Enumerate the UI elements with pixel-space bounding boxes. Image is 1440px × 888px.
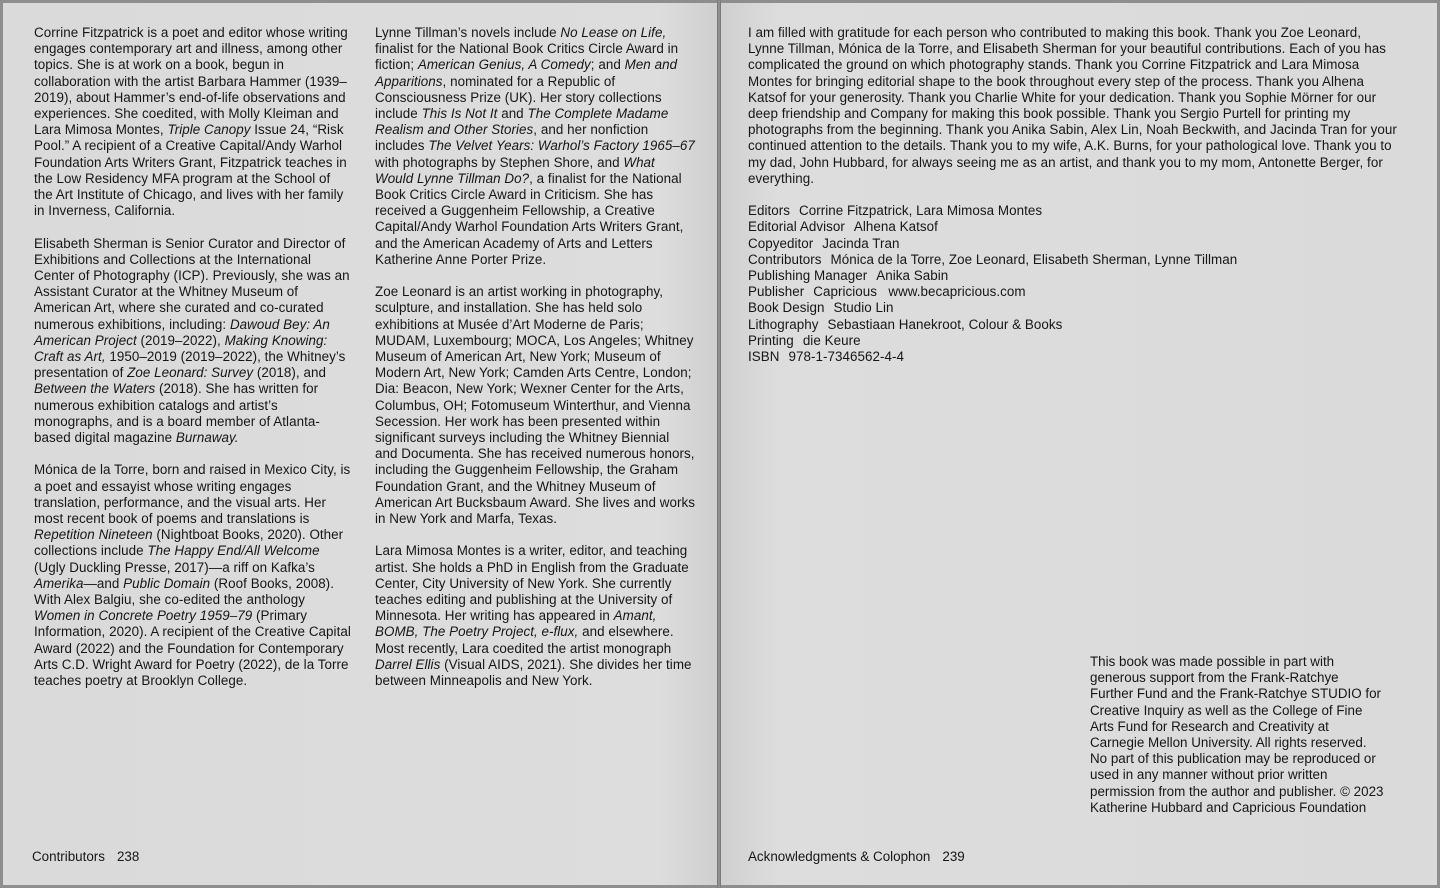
bio-text: (Roof Books, 2008). With Alex Balgiu, she co-edited the anthology [34, 575, 334, 608]
bio-title: Amerika [34, 575, 84, 591]
colophon-key: ISBN [748, 349, 780, 365]
bio-text: and elsewhere. Most recently, Lara coedited the artist monograph [375, 624, 674, 656]
colophon-row [748, 203, 1398, 219]
bio-text: (Primary Information, 2020). A recipient of the Creative Capital Award (2022) and the Foundation for Contemporary Arts C.D. Wright Award for Poetry (2022), de la Torre teaches poetry at Brooklyn College. [34, 608, 351, 689]
bio-title: Triple Canopy [167, 122, 251, 138]
colophon-row [748, 252, 1398, 268]
left-column-1 [34, 25, 352, 705]
bio-title: American Genius, A Comedy [417, 57, 591, 73]
bio-text: Elisabeth Sherman is Senior Curator and Director of Exhibitions and Collections at the International Center of Photography (ICP). Previously, she was an Assistant Curator at the Whitney Museum of American Art, where she curated and co-curated numerous exhibitions, including: [34, 235, 350, 332]
colophon-row [748, 333, 1398, 349]
colophon-value: Corrine Fitzpatrick, Lara Mimosa Montes [799, 203, 1043, 219]
bio-title: This Is Not It [421, 106, 498, 122]
page-number: 239 [942, 849, 965, 864]
colophon-key: Editors [748, 203, 791, 219]
colophon-value: Mónica de la Torre, Zoe Leonard, Elisabeth Sherman, Lynne Tillman [830, 251, 1238, 267]
colophon-value: die Keure [802, 332, 861, 348]
acknowledgments-column [748, 25, 1398, 365]
bio-text: Issue 24, “Risk Pool.” A recipient of a Creative Capital/Andy Warhol Foundation Arts Writers Grant, Fitzpatrick teaches in the Low Residency MFA program at the School of the Art Institute of Chicago, and lives with her family in Inverness, California. [34, 122, 347, 219]
bio-text: (Ugly Duckling Presse, 2017)—a riff on Kafka’s [34, 559, 315, 575]
colophon-value: Capricious www.becapricious.com [813, 284, 1026, 300]
bio-title: Repetition Nineteen [34, 527, 153, 543]
section-title: Acknowledgments & Colophon [748, 849, 931, 864]
colophon-key: Printing [748, 332, 794, 348]
acknowledgments-text: I am filled with gratitude for each person who contributed to making this book. Thank you Zoe Leonard, Lynne Tillman, Mónica de la Torre, and Elisabeth Sherman for your beautiful contributions. Each of you has complicated the ground on which photography stands. Thank you Corrine Fitzpatrick and Lara Mimosa Montes for bringing editorial shape to the book throughout every step of the process. Thank you Alhena Katsof for your generosity. Thank you Charlie White for your dedication. Thank you Sophie Mörner for our deep friendship and Company for making this book possible. Thank you Sergio Purtell for printing my photographs from the beginning. Thank you Anika Sabin, Alex Lin, Noah Beckwith, and Jacinda Tran for your continued attention to the details. Thank you to my wife, A.K. Burns, for your pathological love. Thank you to my dad, John Hubbard, for always seeing me as an artist, and thank you to my mom, Antonette Berger, for everything. [748, 25, 1397, 186]
colophon-value: Anika Sabin [876, 268, 949, 284]
bio-text: and [497, 106, 528, 122]
colophon-value: Sebastiaan Hanekroot, Colour & Books [827, 316, 1063, 332]
colophon-key: Book Design [748, 300, 825, 316]
bio-text: —and [83, 575, 124, 591]
bio-text: Mónica de la Torre, born and raised in Mexico City, is a poet and essayist whose writing engages translation, performance, and the visual arts. Her most recent book of poems and translations is [34, 462, 351, 527]
bio-text: Lynne Tillman’s novels include [375, 25, 561, 40]
bio-title: The Happy End/All Welcome [147, 543, 320, 559]
bio-title: Public Domain [123, 575, 211, 591]
right-page [721, 3, 1437, 885]
bio-leonard: Zoe Leonard is an artist working in photography, sculpture, and installation. She has held solo exhibitions at Musée d’Art Moderne de Paris; MUDAM, Luxembourg; MOCA, Los Angeles; Whitney Museum of American Art, New York; Museum of Modern Art, New York; Camden Arts Centre, London; Dia: Beacon, New York; Wexner Center for the Arts, Columbus, OH; Fotomuseum Winterthur, and Vienna Secession. Her work has been presented within significant surveys including the Whitney Biennial and Documenta. She has received numerous honors, including the Guggenheim Fellowship, the Graham Foundation Grant, and the Whitney Museum of American Art Bucksbaum Award. She lives and works in New York and Marfa, Texas. [375, 284, 695, 527]
bio-title: The Velvet Years: Warhol’s Factory 1965–67 [428, 138, 695, 154]
bio-title: The Complete Madame Realism and Other Stories [375, 106, 669, 138]
bio-text: ; and [590, 57, 625, 73]
left-column-2 [375, 25, 695, 705]
bio-text: (Nightboat Books, 2020). Other collections include [34, 527, 344, 559]
bio-title: No Lease on Life, [560, 25, 667, 40]
colophon-key: Editorial Advisor [748, 219, 845, 235]
bio-fitzpatrick [34, 25, 352, 219]
colophon-value: Alhena Katsof [853, 219, 938, 235]
colophon-key: Publisher [748, 284, 805, 300]
bio-title: Between the Waters [34, 381, 156, 397]
colophon-key: Copyeditor [748, 235, 814, 251]
bio-text: with photographs by Stephen Shore, and [375, 154, 624, 170]
colophon-key: Lithography [748, 316, 819, 332]
bio-text: Lara Mimosa Montes is a writer, editor, and teaching artist. She holds a PhD in English from the Graduate Center, City University of New York. She currently teaches editing and publishing at the University of Minnesota. Her writing has appeared in [375, 543, 689, 624]
colophon-row [748, 317, 1398, 333]
bio-title: Burnaway. [175, 430, 239, 446]
bio-text: (2018). She has written for numerous exhibition catalogs and artist’s monographs, and is a board member of Atlanta-based digital magazine [34, 381, 320, 446]
bio-text: , a finalist for the National Book Critics Circle Award in Criticism. She has received a Guggenheim Fellowship, a Creative Capital/Andy Warhol Foundation Arts Writers Grant, and the American Academy of Arts and Letters Katherine Anne Porter Prize. [375, 170, 684, 267]
colophon-row [748, 284, 1398, 300]
bio-de-la-torre [34, 462, 352, 689]
bio-montes [375, 543, 695, 689]
bio-title: What Would Lynne Tillman Do? [375, 154, 655, 186]
bio-title: Zoe Leonard: Survey [127, 365, 254, 381]
bio-text: finalist for the National Book Critics Circle Award in fiction; [375, 41, 679, 73]
bio-title: Dawoud Bey: An American Project [34, 316, 330, 348]
support-statement: This book was made possible in part with generous support from the Frank-Ratchye Further Fund and the Frank-Ratchye STUDIO for Creative Inquiry as well as the College of Fine Arts Fund for Research and Creativity at Carnegie Mellon University. All rights reserved. No part of this publication may be reproduced or used in any manner without prior written permission from the author and publisher. © 2023 Katherine Hubbard and Capricious Foundation [1090, 654, 1384, 815]
colophon-row [748, 219, 1398, 235]
bio-title: Amant, BOMB, The Poetry Project, e-flux, [375, 608, 657, 640]
bio-title: Darrel Ellis [375, 656, 441, 672]
bio-text: (2018), and [253, 365, 326, 381]
colophon-row [748, 349, 1398, 365]
bio-text: (Visual AIDS, 2021). She divides her time between Minneapolis and New York. [375, 656, 692, 689]
colophon [748, 203, 1398, 365]
colophon-value: Studio Lin [833, 300, 894, 316]
bio-title: Men and Apparitions [375, 57, 678, 89]
bio-text: , and her nonfiction includes [375, 122, 649, 154]
colophon-key: Publishing Manager [748, 268, 868, 284]
page-number: 238 [116, 849, 140, 864]
colophon-row [748, 236, 1398, 252]
bio-text: 1950–2019 (2019–2022), the Whitney’s presentation of [34, 349, 346, 381]
bio-sherman [34, 236, 352, 447]
colophon-value: 978-1-7346562-4-4 [788, 349, 904, 365]
colophon-key: Contributors [748, 251, 822, 267]
bio-text: , nominated for a Republic of Consciousness Prize (UK). Her story collections include [375, 73, 662, 122]
colophon-row [748, 268, 1398, 284]
bio-title: Making Knowing: Craft as Art, [34, 332, 328, 365]
bio-text: (2019–2022), [136, 332, 225, 348]
bio-text: Corrine Fitzpatrick is a poet and editor whose writing engages contemporary art and illness, among other topics. She is at work on a book, begun in collaboration with the artist Barbara Hammer (1939–2019), about Hammer’s end-of-life observations and experiences. She coedited, with Molly Kleiman and Lara Mimosa Montes, [34, 25, 348, 138]
bio-tillman [375, 25, 695, 268]
left-running-footer [32, 849, 139, 865]
colophon-value: Jacinda Tran [822, 235, 900, 251]
bio-title: Women in Concrete Poetry 1959–79 [34, 608, 253, 624]
right-running-footer [748, 849, 965, 865]
colophon-row [748, 300, 1398, 316]
left-page [3, 3, 717, 885]
section-title: Contributors [32, 849, 105, 864]
